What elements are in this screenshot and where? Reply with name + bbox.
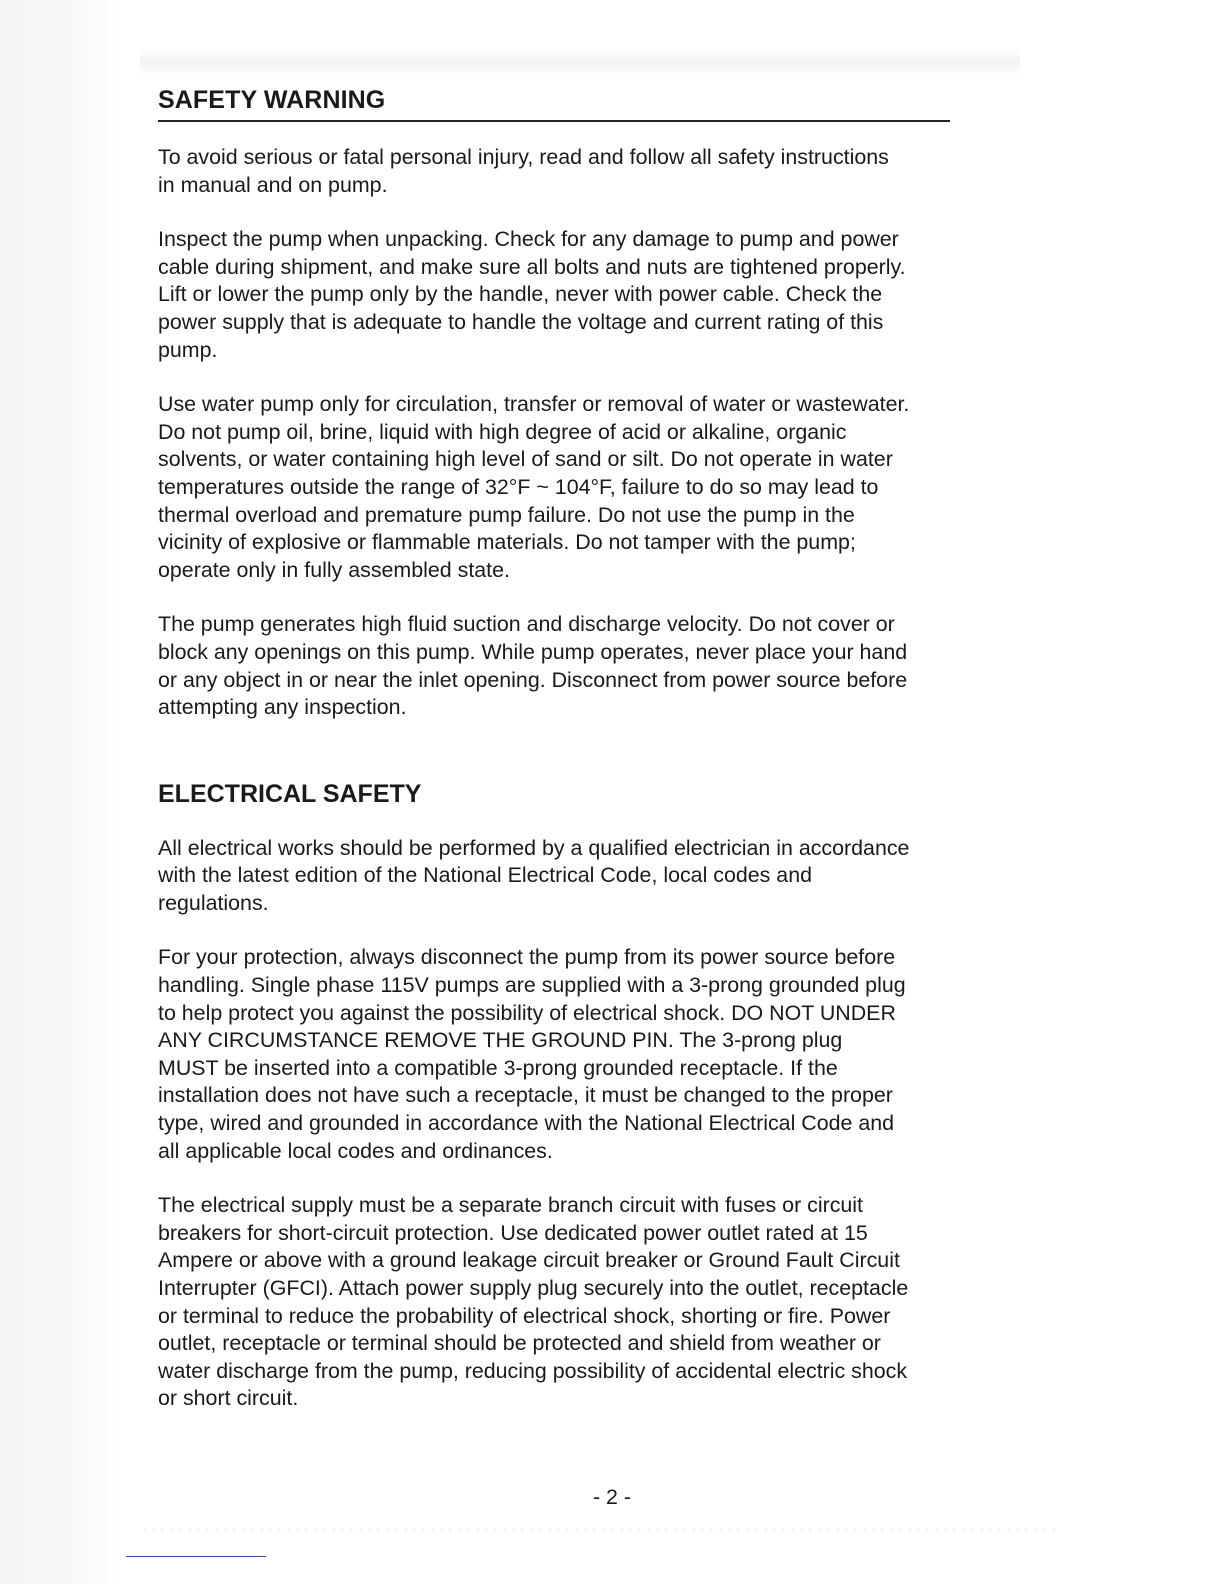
safety-warning-paragraph-4: The pump generates high fluid suction and discharge velocity. Do not cover or block any openings on this pump. While pump operates, never place your hand or any object in or near the inlet opening. Disconnect from power source before attempting any inspection. [158,612,908,720]
safety-warning-paragraph-1: To avoid serious or fatal personal injury, read and follow all safety instructions in manual and on pump. [158,145,889,197]
scan-top-shading [140,50,1020,76]
scan-edge-shading [0,0,120,1584]
footer-rule [126,1556,266,1557]
electrical-safety-paragraph-1: All electrical works should be performed by a qualified electrician in accordance with the latest edition of the National Electrical Code, local codes and regulations. [158,835,910,915]
page-content [158,80,1038,1413]
electrical-safety-paragraph-2: For your protection, always disconnect the pump from its power source before handling. Single phase 115V pumps are supplied with a 3-prong grounded plug to help protect you against the possibility of electrical shock. DO NOT UNDER ANY CIRCUMSTANCE REMOVE THE GROUND PIN. The 3-prong plug MUST be inserted into a compatible 3-prong grounded receptacle. If the installation does not have such a receptacle, it must be changed to the proper type, wired and grounded in accordance with the National Electrical Code and all applicable local codes and ordinances. [158,945,906,1163]
electrical-safety-paragraph-3: The electrical supply must be a separate branch circuit with fuses or circuit breakers for short-circuit protection. Use dedicated power outlet rated at 15 Ampere or above with a ground leakage circuit breaker or Ground Fault Circuit Interrupter (GFCI). Attach power supply plug securely into the outlet, receptacle or terminal to reduce the probability of electrical shock, shorting or fire. Power outlet, receptacle or terminal should be protected and shield from weather or water discharge from the pump, reducing possibility of accidental electric shock or short circuit. [158,1193,909,1411]
safety-warning-paragraph-3: Use water pump only for circulation, transfer or removal of water or wastewater. Do not pump oil, brine, liquid with high degree of acid or alkaline, organic solvents, or water containing high level of sand or silt. Do not operate in water temperatures outside the range of 32°F ~ 104°F, failure to do so may lead to thermal overload and premature pump failure. Do not use the pump in the vicinity of explosive or flammable materials. Do not tamper with the pump; operate only in fully assembled state. [158,392,910,582]
scan-artifact-dots [140,1528,1060,1532]
electrical-safety-heading: ELECTRICAL SAFETY [158,779,422,808]
page-number: - 2 - [592,1485,632,1509]
safety-warning-paragraph-2: Inspect the pump when unpacking. Check for any damage to pump and power cable during shipment, and make sure all bolts and nuts are tightened properly. Lift or lower the pump only by the handle, never with power cable. Check the power supply that is adequate to handle the voltage and current rating of this pump. [158,227,906,362]
safety-warning-heading: SAFETY WARNING [158,80,950,122]
